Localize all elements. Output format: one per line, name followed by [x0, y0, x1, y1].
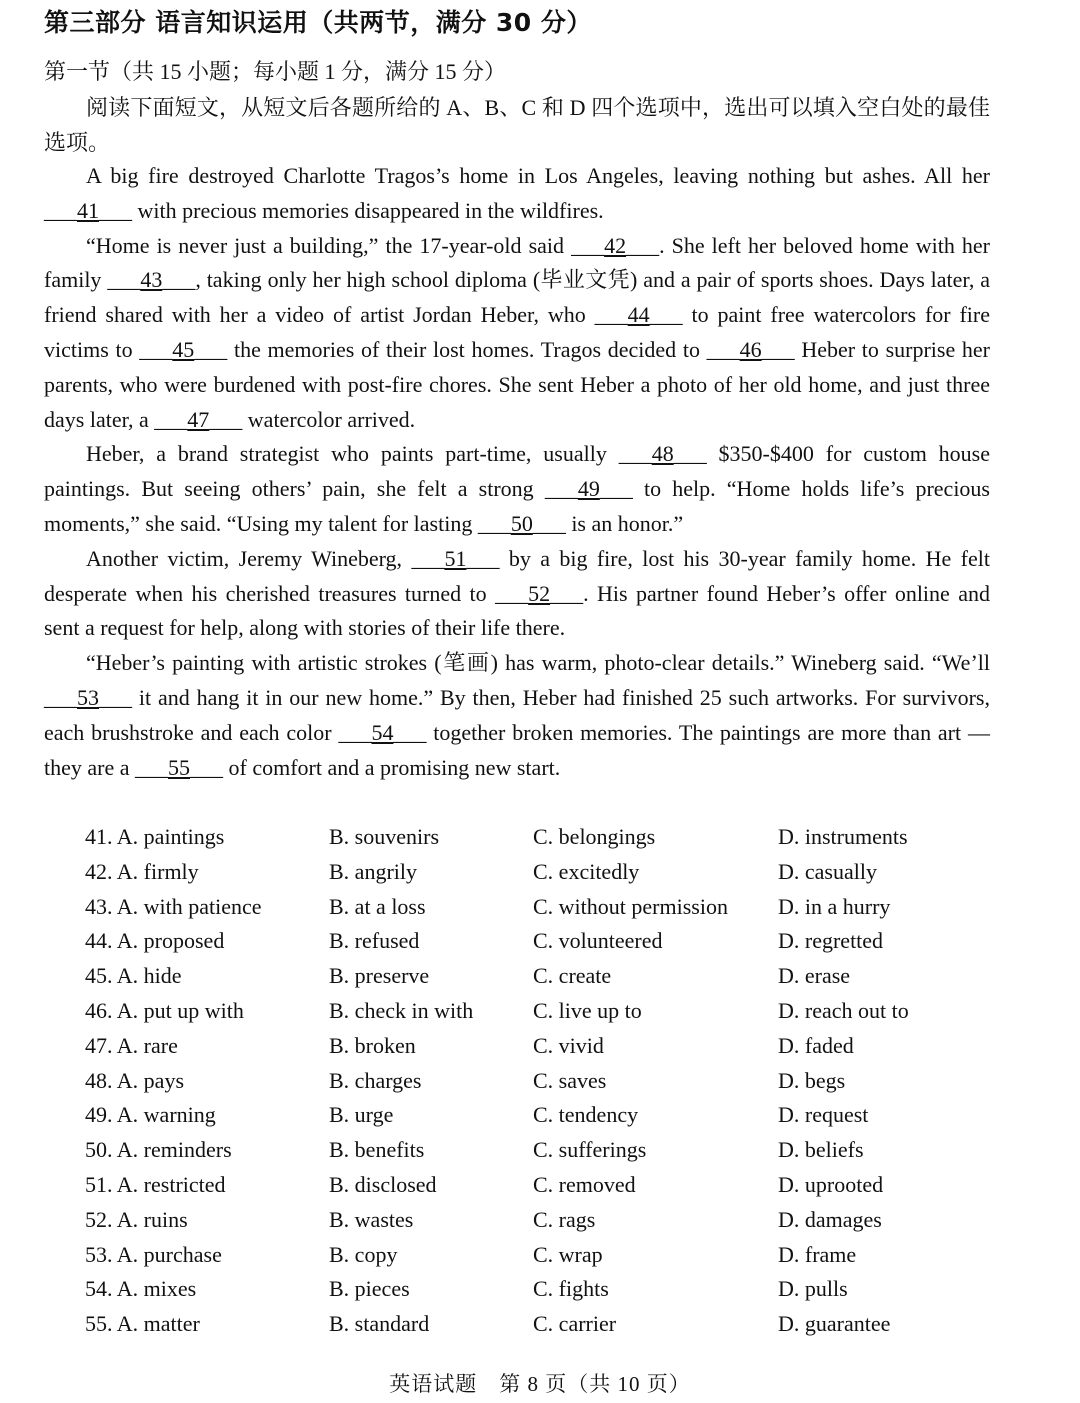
option-b: B. pieces — [329, 1276, 410, 1302]
option-c: C. create — [533, 963, 612, 989]
option-a: 49. A. warning — [85, 1102, 216, 1128]
option-b: B. refused — [329, 928, 420, 954]
option-b: B. souvenirs — [329, 824, 439, 849]
paragraph-1: A big fire destroyed Charlotte Tragos’s home in Los Angeles, leaving nothing but ashes. All her ___41___ with precious memories disappeared in the wildfires. — [44, 163, 990, 223]
option-row-44 — [85, 924, 1025, 959]
option-b: B. standard — [329, 1311, 430, 1337]
option-c: C. saves — [533, 1067, 607, 1093]
answer-options — [85, 820, 1025, 1342]
option-c: C. excitedly — [533, 858, 640, 884]
blank-45: ___45___ — [139, 336, 228, 362]
blank-43: ___43___ — [107, 267, 196, 293]
paragraph-5: “Heber’s painting with artistic strokes (笔画) has warm, photo-clear details.” Wineberg said. “We’ll ___53___ it and hang it in our new home.” By then, Heber had finished 25 such artworks. For survivors, each brushstroke and each color ___54___ together broken memories. The paintings are more than art — they are a ___55___ of comfort and a promising new start. — [44, 650, 990, 780]
option-c: C. volunteered — [533, 928, 663, 954]
option-a: 51. A. restricted — [85, 1171, 226, 1197]
option-row-54 — [85, 1272, 1025, 1307]
option-c: C. removed — [533, 1171, 636, 1197]
option-row-52 — [85, 1203, 1025, 1238]
option-row-43 — [85, 890, 1025, 925]
option-b: B. wastes — [329, 1206, 414, 1232]
option-a: 54. A. mixes — [85, 1276, 197, 1302]
option-a: 53. A. purchase — [85, 1241, 222, 1267]
blank-47: ___47___ — [154, 406, 243, 432]
blank-53: ___53___ — [44, 684, 132, 710]
option-a: 43. A. with patience — [85, 893, 262, 919]
option-row-53 — [85, 1238, 1025, 1273]
option-b: B. disclosed — [329, 1171, 437, 1197]
section-heading: 第一节（共 15 小题；每小题 1 分，满分 15 分） — [44, 59, 507, 84]
option-row-50 — [85, 1133, 1025, 1168]
part-heading: 第三部分 语言知识运用（共两节，满分 30 分） — [44, 8, 592, 37]
blank-41: ___41___ — [44, 197, 132, 223]
paragraph-3: Heber, a brand strategist who paints part-time, usually ___48___ $350-$400 for custom house paintings. But seeing others’ pain, she felt a strong ___49___ to help. “Home holds life’s precious moments,” she said. “Using my talent for lasting ___50___ is an honor.” — [44, 441, 991, 536]
option-a: 45. A. hide — [85, 963, 182, 989]
blank-46: ___46___ — [706, 336, 795, 362]
option-c: C. fights — [533, 1276, 609, 1302]
instructions: 阅读下面短文，从短文后各题所给的 A、B、C 和 D 四个选项中，选出可以填入空白处的最佳选项。 — [44, 95, 990, 155]
option-d: D. casually — [778, 858, 877, 884]
option-c: C. wrap — [533, 1241, 603, 1267]
option-d: D. request — [778, 1102, 869, 1128]
option-d: D. uprooted — [778, 1171, 884, 1197]
option-a: 42. A. firmly — [85, 858, 199, 884]
option-b: B. at a loss — [329, 893, 426, 919]
option-d: D. damages — [778, 1206, 882, 1232]
option-c: C. sufferings — [533, 1137, 647, 1163]
option-a: 52. A. ruins — [85, 1206, 188, 1232]
blank-48: ___48___ — [618, 441, 707, 467]
option-d: D. faded — [778, 1032, 854, 1058]
option-row-41 — [85, 820, 1025, 855]
blank-42: ___42___ — [571, 232, 660, 258]
option-c: C. tendency — [533, 1102, 639, 1128]
option-d: D. regretted — [778, 928, 884, 954]
option-row-51 — [85, 1168, 1025, 1203]
option-d: D. in a hurry — [778, 893, 891, 919]
option-row-48 — [85, 1064, 1025, 1099]
option-a: 44. A. proposed — [85, 928, 225, 954]
paragraph-4: Another victim, Jeremy Wineberg, ___51___ by a big fire, lost his 30-year family home. He felt desperate when his cherished treasures turned to ___52___. His partner found Heber’s offer online and sent a request for help, along with stories of their life there. — [44, 545, 990, 641]
blank-51: ___51___ — [411, 545, 500, 571]
page-footer: 英语试题 第 8 页（共 10 页） — [389, 1372, 691, 1396]
option-b: B. angrily — [329, 858, 417, 884]
option-d: D. beliefs — [778, 1137, 864, 1163]
option-c: C. live up to — [533, 997, 642, 1023]
option-a: 47. A. rare — [85, 1032, 178, 1058]
option-c: C. belongings — [533, 824, 656, 849]
option-b: B. copy — [329, 1241, 398, 1267]
option-d: D. reach out to — [778, 997, 909, 1023]
blank-55: ___55___ — [135, 754, 223, 780]
option-a: 48. A. pays — [85, 1067, 184, 1093]
option-row-46 — [85, 994, 1025, 1029]
option-row-45 — [85, 959, 1025, 994]
option-row-47 — [85, 1029, 1025, 1064]
option-b: B. broken — [329, 1032, 416, 1058]
passage — [44, 159, 990, 785]
option-b: B. preserve — [329, 963, 430, 989]
option-row-55 — [85, 1307, 1025, 1342]
option-d: D. guarantee — [778, 1311, 891, 1337]
paragraph-2: “Home is never just a building,” the 17-year-old said ___42___. She left her beloved home with her family ___43___, taking only her high school diploma (毕业文凭) and a pair of sports shoes. Days later, a friend shared with her a video of artist Jordan Heber, who ___44___ to paint free watercolors for fire victims to ___45___ the memories of their lost homes. Tragos decided to ___46___ Heber to surprise her parents, who were burdened with post-fire chores. She sent Heber a photo of her old home, and just three days later, a ___47___ watercolor arrived. — [44, 232, 991, 432]
option-c: C. carrier — [533, 1311, 617, 1337]
option-d: D. begs — [778, 1067, 846, 1093]
option-a: 50. A. reminders — [85, 1137, 232, 1163]
option-d: D. pulls — [778, 1276, 848, 1302]
option-d: D. instruments — [778, 824, 908, 849]
option-d: D. frame — [778, 1241, 857, 1267]
option-row-42 — [85, 855, 1025, 890]
option-c: C. rags — [533, 1206, 596, 1232]
blank-54: ___54___ — [338, 719, 427, 745]
option-d: D. erase — [778, 963, 851, 989]
blank-44: ___44___ — [594, 302, 683, 328]
option-b: B. charges — [329, 1067, 422, 1093]
blank-49: ___49___ — [544, 476, 633, 502]
option-b: B. check in with — [329, 997, 474, 1023]
option-c: C. vivid — [533, 1032, 604, 1058]
blank-50: ___50___ — [477, 510, 566, 536]
option-row-49 — [85, 1098, 1025, 1133]
option-b: B. benefits — [329, 1137, 425, 1163]
option-a: 55. A. matter — [85, 1311, 200, 1337]
option-a: 46. A. put up with — [85, 997, 244, 1023]
blank-52: ___52___ — [495, 580, 584, 606]
option-c: C. without permission — [533, 893, 728, 919]
option-a: 41. A. paintings — [85, 824, 225, 849]
option-b: B. urge — [329, 1102, 394, 1128]
